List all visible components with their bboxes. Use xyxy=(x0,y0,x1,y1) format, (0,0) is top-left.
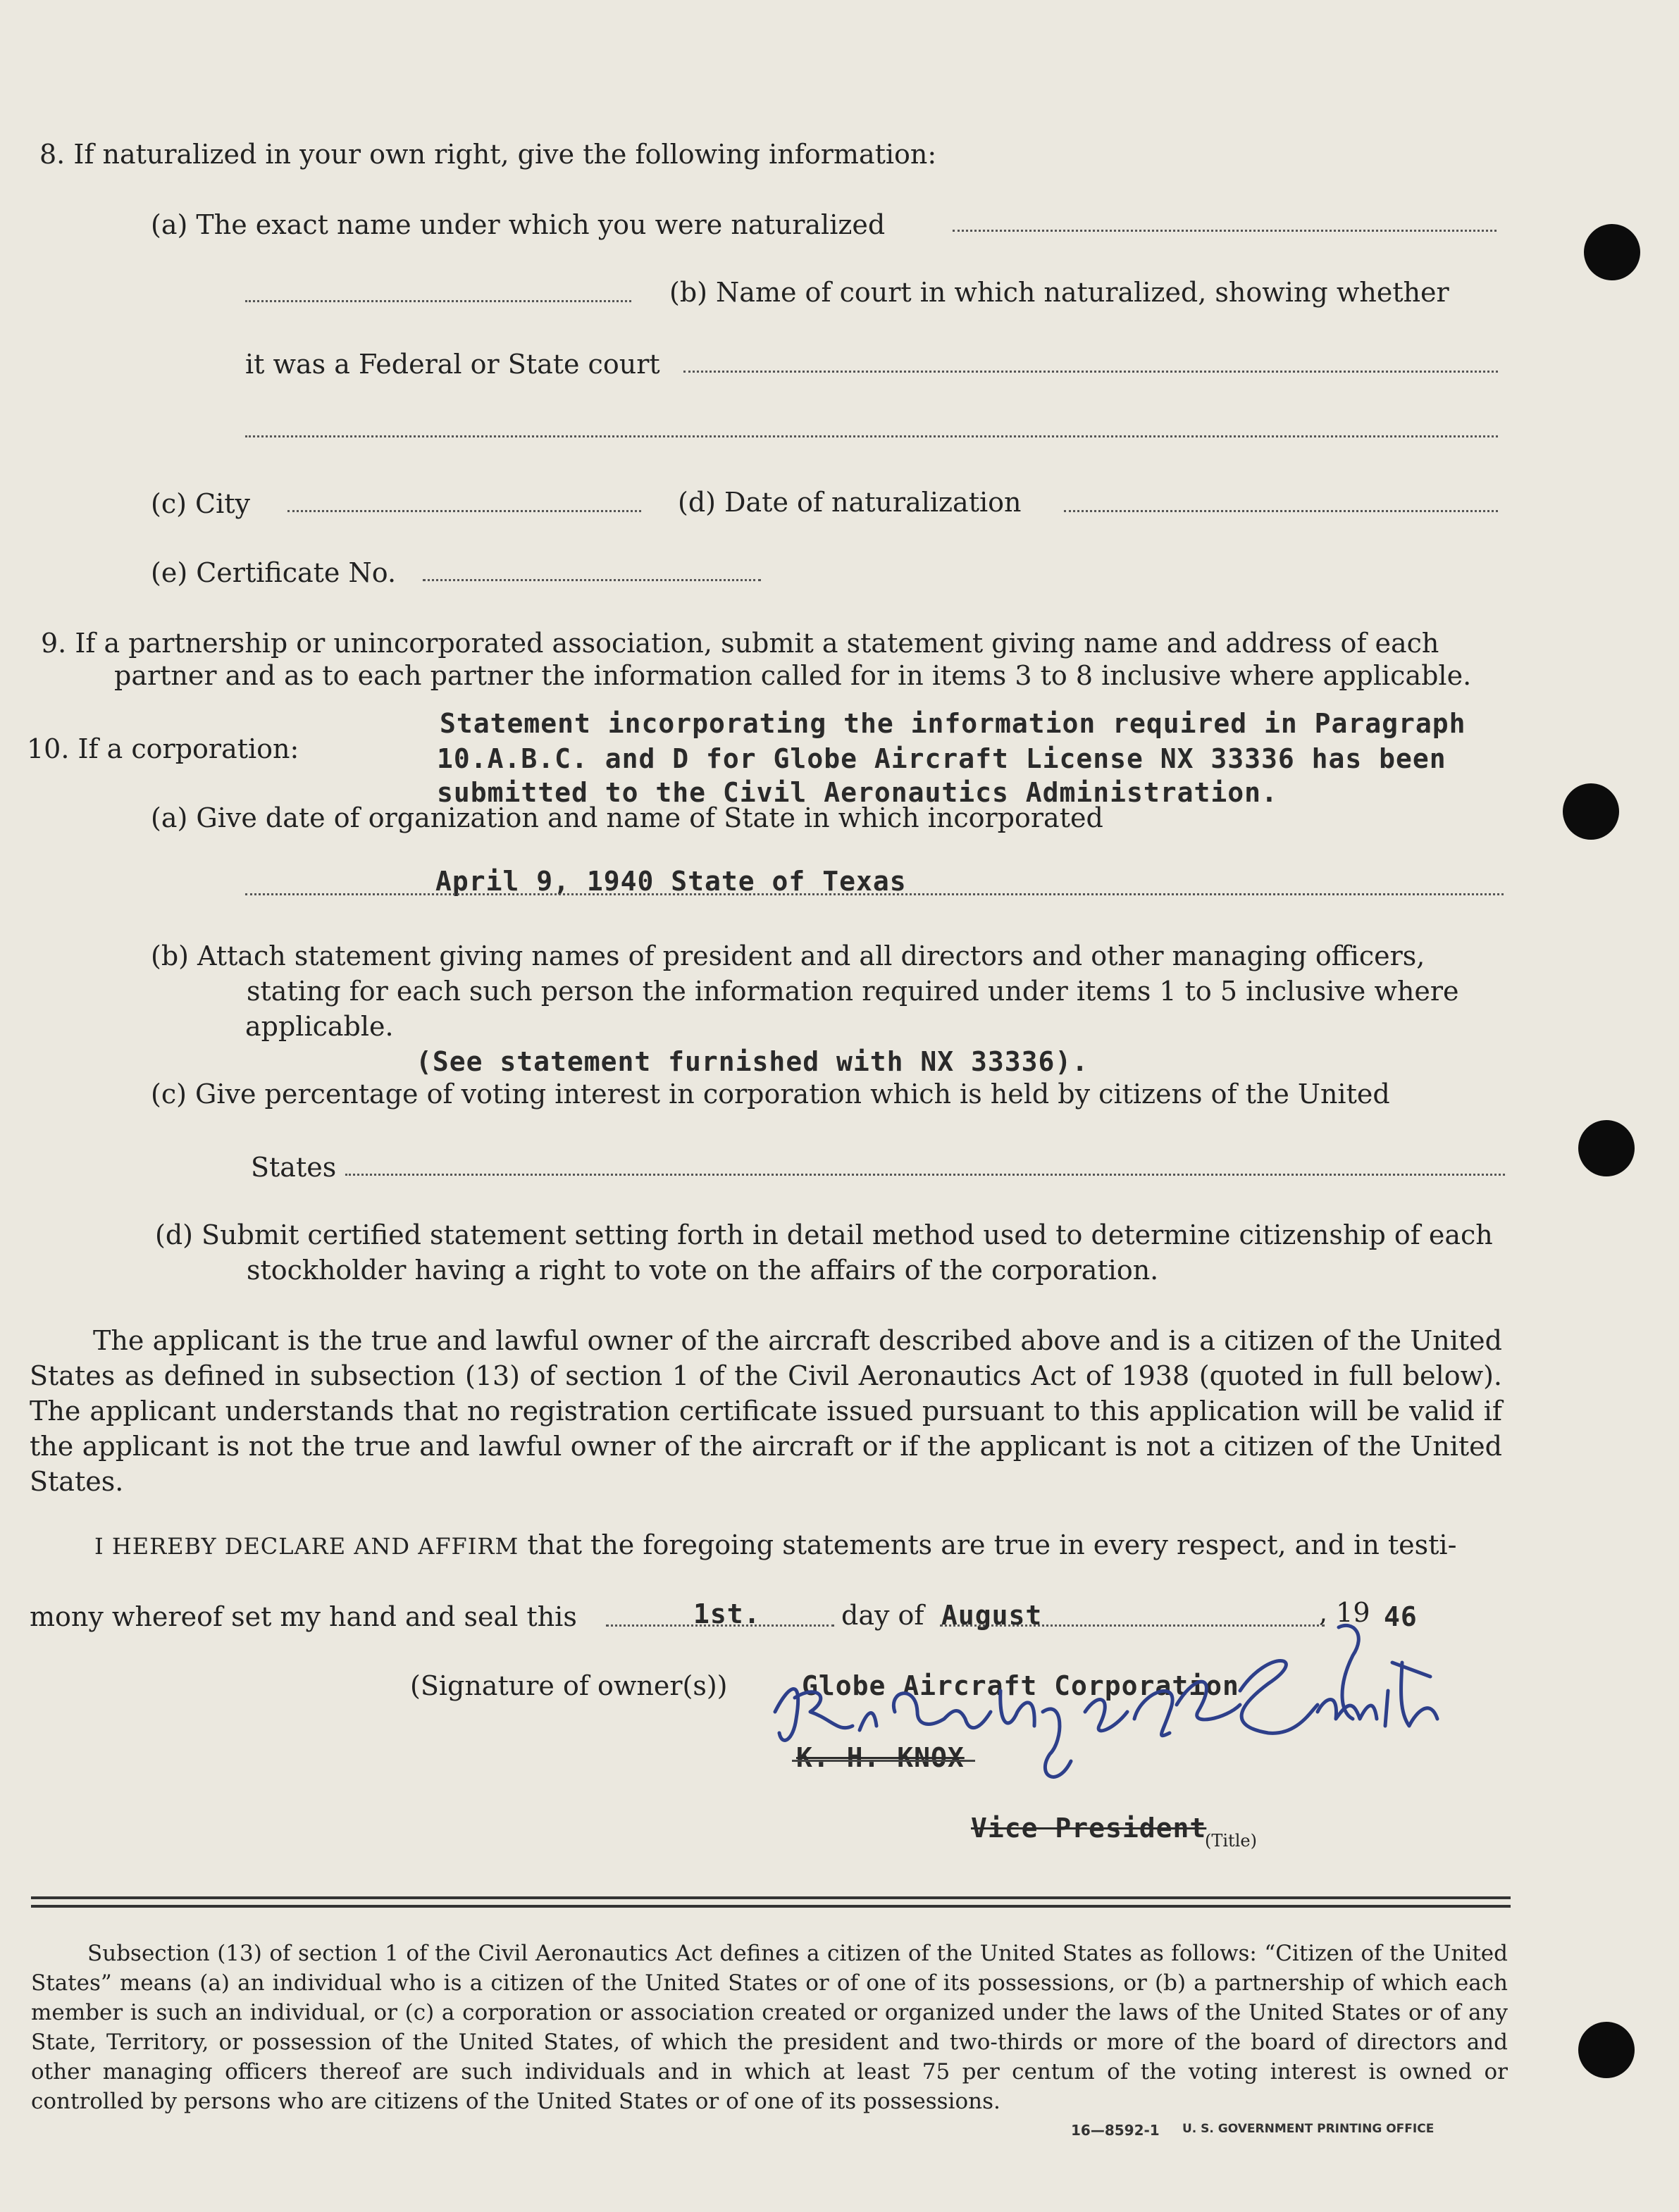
item9-line1: 9. If a partnership or unincorporated association, submit a statement giving name and address of each xyxy=(41,628,1439,659)
year-value[interactable]: 46 xyxy=(1384,1601,1418,1632)
item10-a-label: (a) Give date of organization and name of State in which incorporated xyxy=(151,802,1103,833)
day-of-label: day of xyxy=(841,1600,924,1631)
printer-imprint: U. S. GOVERNMENT PRINTING OFFICE xyxy=(1182,2122,1435,2136)
owner-typed-name[interactable]: Globe Aircraft Corporation xyxy=(802,1670,1239,1701)
year-prefix: , 19 xyxy=(1319,1597,1370,1628)
item10-typed-note-2: 10.A.B.C. and D for Globe Aircraft License NX 33336 has been xyxy=(437,743,1446,774)
item10-d-line2: stockholder having a right to vote on the affairs of the corporation. xyxy=(247,1255,1159,1286)
signer-typed-name[interactable]: K. H. KNOX xyxy=(796,1742,965,1773)
item10-b-line2: stating for each such person the information required under items 1 to 5 inclusive where xyxy=(247,976,1459,1007)
item10-c-field[interactable] xyxy=(345,1174,1505,1176)
item8-a-label: (a) The exact name under which you were naturalized xyxy=(151,209,886,240)
item8-b-label: (b) Name of court in which naturalized, showing whether xyxy=(669,277,1449,308)
divider-rule-top xyxy=(31,1896,1511,1899)
item10-a-field[interactable] xyxy=(245,893,1504,895)
item10-a-value[interactable]: April 9, 1940 State of Texas xyxy=(435,866,907,897)
declaration-rest: that the foregoing statements are true in every respect, and in testi- xyxy=(527,1529,1457,1560)
item8-heading: 8. If naturalized in your own right, give the following information: xyxy=(39,139,937,170)
punch-hole-2 xyxy=(1563,783,1619,840)
month-value[interactable]: August xyxy=(941,1600,1043,1631)
punch-hole-4 xyxy=(1578,2022,1635,2078)
item10-typed-note-3: submitted to the Civil Aeronautics Administration. xyxy=(437,777,1278,808)
signature-label: (Signature of owner(s)) xyxy=(410,1670,728,1701)
item8-d-field[interactable] xyxy=(1064,510,1498,512)
item8-c-label: (c) City xyxy=(151,488,250,519)
item8-b-label-cont: it was a Federal or State court xyxy=(245,349,660,380)
declaration-caps: I HEREBY DECLARE AND AFFIRM xyxy=(94,1533,519,1560)
item10-b-line3: applicable. xyxy=(245,1011,394,1042)
item8-e-field[interactable] xyxy=(423,579,761,581)
item8-e-label: (e) Certificate No. xyxy=(151,557,397,588)
form-number: 16—8592-1 xyxy=(1071,2122,1160,2139)
item10-b-value[interactable]: (See statement furnished with NX 33336). xyxy=(416,1046,1089,1077)
item8-d-label: (d) Date of naturalization xyxy=(678,487,1022,518)
title-typed[interactable]: Vice President xyxy=(971,1813,1207,1844)
item8-c-field[interactable] xyxy=(287,510,641,512)
item10-typed-note-1: Statement incorporating the information required in Paragraph xyxy=(440,708,1466,739)
item8-b-field-cont[interactable] xyxy=(245,435,1498,437)
punch-hole-1 xyxy=(1584,224,1640,280)
item8-a-field[interactable] xyxy=(953,230,1497,232)
handwritten-signature xyxy=(733,1606,1508,1789)
testimony-prefix: mony whereof set my hand and seal this xyxy=(30,1601,577,1632)
divider-rule-bottom xyxy=(31,1905,1511,1908)
citizen-definition-footnote: Subsection (13) of section 1 of the Civil Aeronautics Act defines a citizen of the United States as follows: “Citizen of the United States” means (a) an individual who is a citizen of the United States or of one of its possessions, or (b) a partnership of which each member is such an individual, or (c) a corporation or association created or organized under the laws of the United States or of any State, Territory, or possession of the United States, of which the president and two-thirds or more of the board of directors and other managing officers thereof are such individuals and in which at least 75 per centum of the voting interest is owned or controlled by persons who are citizens of the United States or of one of its possessions. xyxy=(31,1941,1508,2114)
item8-a-field-cont[interactable] xyxy=(245,300,631,302)
declaration-line xyxy=(94,1529,1456,1562)
item10-c-line1: (c) Give percentage of voting interest in corporation which is held by citizens of the United xyxy=(151,1079,1390,1110)
title-label: (Title) xyxy=(1205,1831,1257,1851)
item10-label: 10. If a corporation: xyxy=(27,733,299,764)
affirmation-paragraph: The applicant is the true and lawful owner of the aircraft described above and is a citizen of the United States as defined in subsection (13) of section 1 of the Civil Aeronautics Act of 1938 (quoted in full below). The applicant understands that no registration certificate issued pursuant to this application will be valid if the applicant is not the true and lawful owner of the aircraft or if the applicant is not a citizen of the United States. xyxy=(30,1325,1502,1497)
punch-hole-3 xyxy=(1578,1120,1635,1176)
item8-b-field[interactable] xyxy=(683,371,1498,373)
item10-d-line1: (d) Submit certified statement setting forth in detail method used to determine citizenship of each xyxy=(155,1219,1493,1250)
item10-c-line2: States xyxy=(251,1152,337,1183)
item9-line2: partner and as to each partner the information called for in items 3 to 8 inclusive where applicable. xyxy=(114,660,1472,691)
item10-b-line1: (b) Attach statement giving names of president and all directors and other managing officers, xyxy=(151,940,1425,971)
day-value[interactable]: 1st. xyxy=(693,1598,761,1629)
